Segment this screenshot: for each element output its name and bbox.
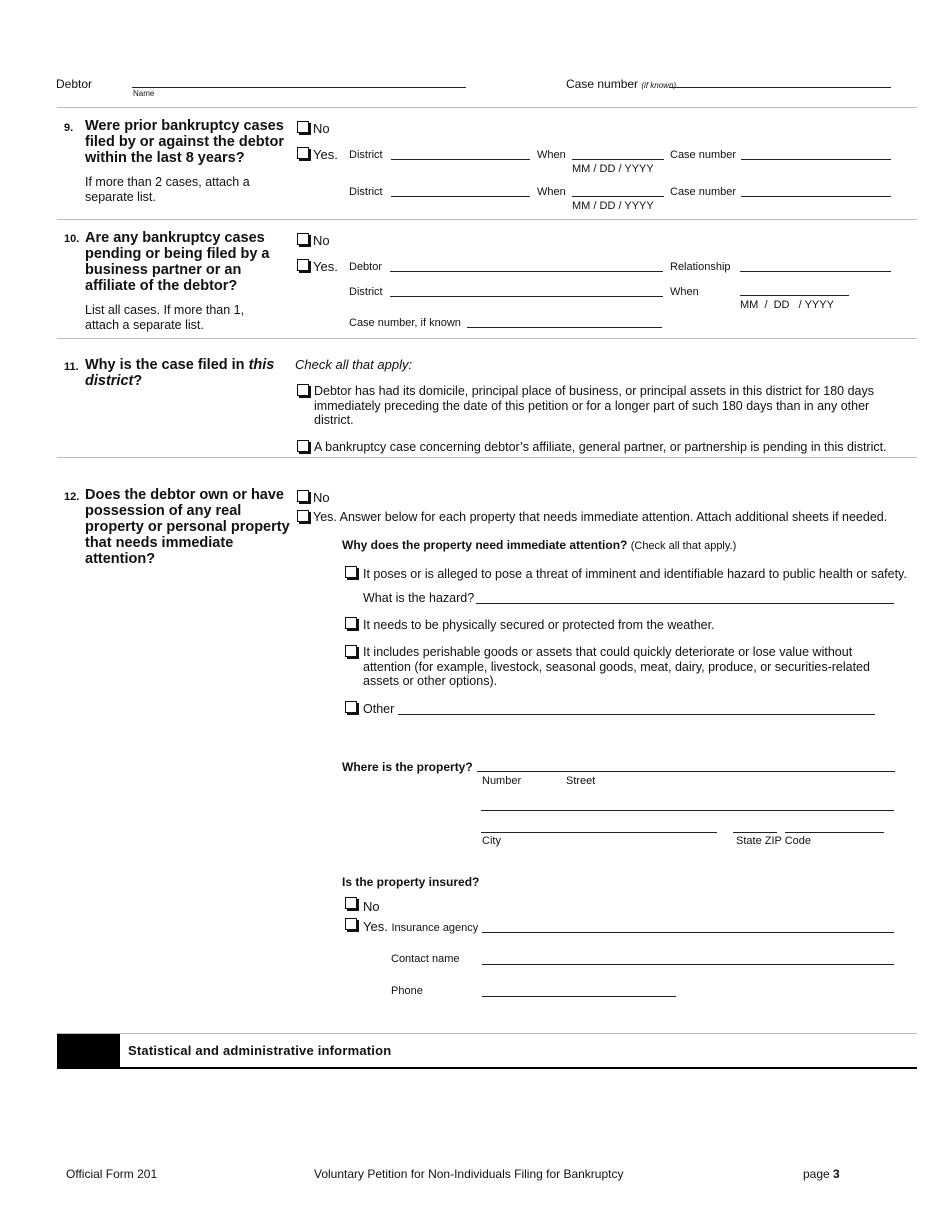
case-number-field[interactable] [669, 87, 891, 88]
hazard-field[interactable] [476, 603, 894, 604]
q10-relationship-field[interactable] [740, 271, 891, 272]
q11-option2-checkbox[interactable] [297, 440, 309, 452]
insured-no-label: No [363, 899, 380, 914]
q9-date-format-1: MM / DD / YYYY [572, 163, 654, 175]
q9-yes-label: Yes. [313, 147, 338, 162]
q10-date-format: MM / DD / YYYY [740, 299, 834, 311]
divider [57, 219, 917, 220]
q9-when-field-1[interactable] [572, 159, 664, 160]
q12-no-checkbox[interactable] [297, 490, 309, 502]
contact-name-label: Contact name [391, 953, 460, 965]
question-9-instruction: If more than 2 cases, attach a separate list. [85, 175, 250, 204]
footer-form-title: Voluntary Petition for Non-Individuals Filing for Bankruptcy [314, 1167, 624, 1181]
q10-relationship-label: Relationship [670, 261, 731, 273]
other-field[interactable] [398, 714, 875, 715]
q9-when-label-1: When [537, 149, 566, 161]
divider [57, 107, 917, 108]
question-number-9: 9. [64, 122, 74, 134]
q10-debtor-field[interactable] [390, 271, 663, 272]
phone-field[interactable] [482, 996, 676, 997]
q10-district-field[interactable] [390, 296, 663, 297]
state-zip-caption: State ZIP Code [736, 835, 812, 847]
where-property-heading: Where is the property? [342, 760, 473, 774]
city-caption: City [482, 835, 501, 847]
insurance-agency-field[interactable] [482, 932, 894, 933]
case-number-label: Case number (if known) [566, 77, 677, 91]
section-title: Statistical and administrative information [128, 1043, 392, 1058]
property-state-field[interactable] [733, 832, 777, 833]
divider [57, 1033, 917, 1034]
reason2-checkbox[interactable] [345, 617, 357, 629]
other-checkbox[interactable] [345, 701, 357, 713]
q9-case-number-field-1[interactable] [741, 159, 891, 160]
q9-district-field-2[interactable] [391, 196, 530, 197]
reason1-text: It poses or is alleged to pose a threat of imminent and identifiable hazard to public health or safety. [363, 567, 907, 581]
q9-district-label-1: District [349, 149, 383, 161]
hazard-label: What is the hazard? [363, 591, 475, 605]
debtor-name-field[interactable] [132, 87, 466, 88]
q10-case-number-field[interactable] [467, 327, 662, 328]
contact-name-field[interactable] [482, 964, 894, 965]
q9-no-label: No [313, 121, 330, 136]
q12-yes-label: Yes. Answer below for each property that needs immediate attention. Attach additional sheets if needed. [313, 510, 888, 524]
question-number-11: 11. [64, 361, 79, 373]
question-10-instruction: List all cases. If more than 1, attach a separate list. [85, 303, 245, 332]
q10-no-checkbox[interactable] [297, 233, 309, 245]
question-9-text: Were prior bankruptcy cases filed by or against the debtor within the last 8 years? [85, 118, 284, 166]
property-street-field[interactable] [477, 771, 895, 772]
question-12-text: Does the debtor own or have possession of any real property or personal property that needs immediate attention? [85, 487, 290, 567]
reason3-checkbox[interactable] [345, 645, 357, 657]
q9-district-field-1[interactable] [391, 159, 530, 160]
number-caption: Number [482, 775, 522, 787]
q11-option2-text: A bankruptcy case concerning debtor’s affiliate, general partner, or partnership is pending in this district. [314, 440, 887, 454]
q10-debtor-label: Debtor [349, 261, 383, 273]
reason2-text: It needs to be physically secured or protected from the weather. [363, 618, 715, 632]
question-11-text: Why is the case filed in this district? [85, 357, 275, 389]
insured-yes-checkbox[interactable] [345, 918, 357, 930]
q9-case-number-field-2[interactable] [741, 196, 891, 197]
reason3-text: It includes perishable goods or assets that could quickly deteriorate or lose value without attention (for example, livestock, seasonal goods, meat, dairy, produce, or securities-related assets or other options). [363, 645, 870, 688]
q10-district-label: District [349, 286, 383, 298]
property-zip-field[interactable] [785, 832, 884, 833]
name-caption: Name [133, 89, 155, 98]
property-street-field-2[interactable] [481, 810, 894, 811]
section-bottom-rule [57, 1067, 917, 1069]
divider [57, 457, 917, 458]
q10-when-label: When [670, 286, 699, 298]
street-caption: Street [566, 775, 596, 787]
q12-no-label: No [313, 490, 330, 505]
q9-district-label-2: District [349, 186, 383, 198]
q11-check-all-note: Check all that apply: [295, 357, 413, 372]
q10-yes-label: Yes. [313, 259, 338, 274]
q12-yes-checkbox[interactable] [297, 510, 309, 522]
q10-when-field[interactable] [740, 295, 849, 296]
property-city-field[interactable] [481, 832, 717, 833]
q9-when-field-2[interactable] [572, 196, 664, 197]
q10-no-label: No [313, 233, 330, 248]
q11-option1-text: Debtor has had its domicile, principal place of business, or principal assets in this district for 180 days immediately preceding the date of this petition or for a longer part of such 180 days than in any other district. [314, 384, 874, 427]
insured-heading: Is the property insured? [342, 875, 480, 889]
q9-when-label-2: When [537, 186, 566, 198]
q9-no-checkbox[interactable] [297, 121, 309, 133]
insured-no-checkbox[interactable] [345, 897, 357, 909]
q9-date-format-2: MM / DD / YYYY [572, 200, 654, 212]
reason1-checkbox[interactable] [345, 566, 357, 578]
q9-yes-checkbox[interactable] [297, 147, 309, 159]
other-label: Other [363, 702, 395, 716]
insured-yes-label: Yes. Insurance agency [363, 919, 479, 934]
debtor-label: Debtor [56, 77, 93, 91]
footer-page: page 3 [803, 1167, 840, 1181]
phone-label: Phone [391, 985, 423, 997]
divider [57, 338, 917, 339]
question-number-10: 10. [64, 233, 80, 245]
q9-case-number-label-2: Case number [670, 186, 737, 198]
question-10-text: Are any bankruptcy cases pending or being filed by a business partner or an affiliate of the debtor? [85, 230, 270, 294]
q9-case-number-label-1: Case number [670, 149, 737, 161]
question-number-12: 12. [64, 491, 80, 503]
section-marker [57, 1034, 120, 1067]
q11-option1-checkbox[interactable] [297, 384, 309, 396]
q10-yes-checkbox[interactable] [297, 259, 309, 271]
why-attention-heading: Why does the property need immediate attention? (Check all that apply.) [342, 538, 737, 552]
q10-case-number-label: Case number, if known [349, 317, 461, 329]
footer-form-name: Official Form 201 [66, 1167, 158, 1181]
